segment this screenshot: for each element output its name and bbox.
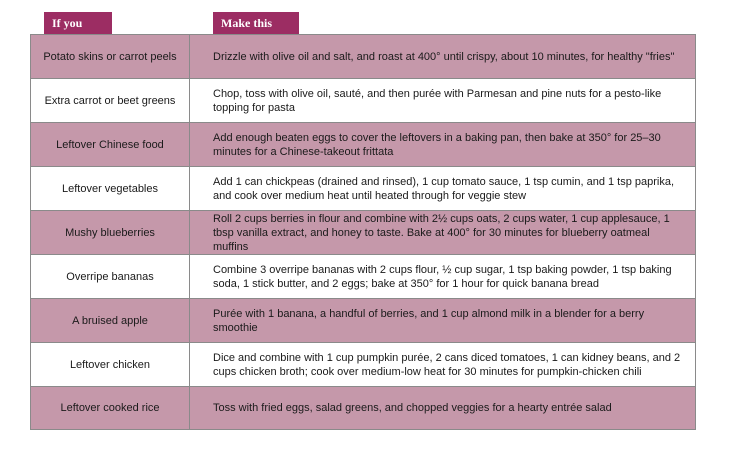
dish-cell xyxy=(190,255,695,298)
header-make-this-dish: Make this xyxy=(213,12,299,34)
have-cell: Leftover Chinese food xyxy=(31,123,190,166)
have-cell: Mushy blueberries xyxy=(31,211,190,254)
table-row xyxy=(30,167,696,211)
dish-text: Roll 2 cups berries in flour and combine with 2½ cups oats, 2 cups water, 1 cup applesauce, 1 tbsp vanilla extract, and honey to taste. Bake at 400° for 30 minutes for blueberry oatmeal muffins xyxy=(213,212,670,253)
dish-text: Dice and combine with 1 cup pumpkin purée, 2 cans diced tomatoes, 1 can kidney beans, and 2 cups chicken broth; cook over medium-low heat for 30 minutes for pumpkin-chicken chili xyxy=(213,351,681,378)
table-row xyxy=(30,211,696,255)
table-row xyxy=(30,343,696,387)
table-row xyxy=(30,255,696,299)
have-cell: Leftover cooked rice xyxy=(31,387,190,429)
dish-text: Purée with 1 banana, a handful of berries, and 1 cup almond milk in a blender for a berry smoothie xyxy=(213,307,645,334)
have-cell: Potato skins or carrot peels xyxy=(31,35,190,78)
have-cell: Overripe bananas xyxy=(31,255,190,298)
dish-cell xyxy=(190,211,695,254)
dish-cell xyxy=(190,167,695,210)
table-row xyxy=(30,123,696,167)
have-cell: Leftover vegetables xyxy=(31,167,190,210)
dish-cell xyxy=(190,343,695,386)
table-row xyxy=(30,387,696,430)
dish-text: Drizzle with olive oil and salt, and roast at 400° until crispy, about 10 minutes, for healthy "fries" xyxy=(213,50,675,63)
have-cell: A bruised apple xyxy=(31,299,190,342)
dish-cell xyxy=(190,35,695,78)
dish-cell xyxy=(190,387,695,429)
dish-text: Add enough beaten eggs to cover the leftovers in a baking pan, then bake at 350° for 25–30 minutes for a Chinese-takeout frittata xyxy=(213,131,661,158)
table-row xyxy=(30,299,696,343)
table-row xyxy=(30,79,696,123)
header-if-you-have: If you xyxy=(44,12,112,34)
leftovers-table xyxy=(30,34,696,430)
dish-cell xyxy=(190,123,695,166)
dish-cell xyxy=(190,299,695,342)
have-cell: Extra carrot or beet greens xyxy=(31,79,190,122)
dish-text: Chop, toss with olive oil, sauté, and then purée with Parmesan and pine nuts for a pesto-like topping for pasta xyxy=(213,87,662,114)
have-cell: Leftover chicken xyxy=(31,343,190,386)
dish-cell xyxy=(190,79,695,122)
dish-text: Toss with fried eggs, salad greens, and chopped veggies for a hearty entrée salad xyxy=(213,402,612,414)
dish-text: Add 1 can chickpeas (drained and rinsed), 1 cup tomato sauce, 1 tsp cumin, and 1 tsp paprika, and cook over medium heat until heated through for veggie stew xyxy=(213,175,675,202)
dish-text: Combine 3 overripe bananas with 2 cups flour, ½ cup sugar, 1 tsp baking powder, 1 tsp baking soda, 1 stick butter, and 2 eggs; bake at 350° for 1 hour for quick banana bread xyxy=(213,263,672,290)
table-row xyxy=(30,35,696,79)
